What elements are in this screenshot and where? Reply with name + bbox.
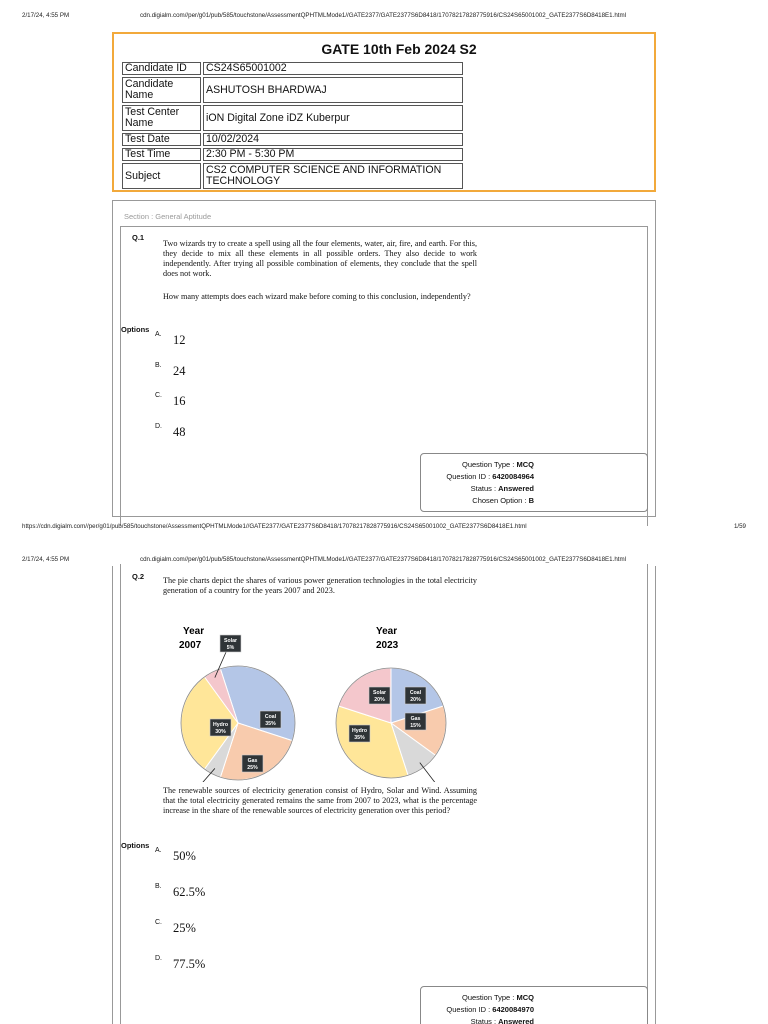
- option-letter: D.: [155, 955, 162, 962]
- question-prompt: How many attempts does each wizard make before coming to this conclusion, independently?: [163, 292, 471, 301]
- question-prompt: The renewable sources of electricity generation consist of Hydro, Solar and Wind. Assuming that the total electricity generated remains the same from 2007 to 2023, what is the percentage increase in the share of the renewable sources of electricity generation over this period?: [163, 786, 477, 815]
- option-letter: D.: [155, 423, 162, 430]
- question-info-box: [420, 453, 648, 512]
- chart-title-year: 2007: [179, 640, 202, 651]
- option-value: 48: [173, 425, 186, 439]
- option-a: [155, 847, 196, 865]
- table-row: [122, 105, 463, 131]
- pie-charts: [161, 612, 451, 782]
- question-status: Status : Answered: [470, 484, 534, 493]
- option-b: [155, 883, 205, 901]
- option-c: [155, 919, 196, 937]
- table-row: [122, 148, 463, 161]
- option-letter: A.: [155, 331, 162, 338]
- pie-chart-2007: [179, 626, 295, 782]
- option-value: 12: [173, 333, 186, 347]
- slice-label-value: 15%: [410, 723, 421, 729]
- row-value: 2:30 PM - 5:30 PM: [203, 148, 463, 161]
- print-header-url: cdn.digialm.com//per/g01/pub/585/touchstone/AssessmentQPHTMLMode1//GATE2377/GATE2377S6D8418/17078217828775916/CS24S65001002_GATE2377S6D8418E1.html: [140, 12, 627, 19]
- question-panel: [120, 226, 648, 526]
- question-number: Q.1: [132, 233, 145, 242]
- question-type: Question Type : MCQ: [462, 993, 534, 1002]
- option-letter: C.: [155, 392, 162, 399]
- question-text: The pie charts depict the shares of various power generation technologies in the total electricity generation of a country for the years 2007 and 2023.: [163, 576, 477, 595]
- slice-label-value: 35%: [265, 721, 276, 727]
- print-header-url: cdn.digialm.com//per/g01/pub/585/touchstone/AssessmentQPHTMLMode1//GATE2377/GATE2377S6D8418/17078217828775916/CS24S65001002_GATE2377S6D8418E1.html: [140, 556, 627, 563]
- question-type: Question Type : MCQ: [462, 460, 534, 469]
- row-value: ASHUTOSH BHARDWAJ: [203, 77, 463, 103]
- question-card-2: [112, 566, 656, 1024]
- option-value: 62.5%: [173, 885, 206, 899]
- question-card-1: [112, 200, 656, 517]
- chart-title: Year: [376, 626, 398, 637]
- question-status: Status : Answered: [470, 1017, 534, 1024]
- row-label: Candidate ID: [122, 62, 201, 75]
- option-letter: A.: [155, 847, 162, 854]
- row-label: Subject: [122, 163, 201, 189]
- exam-summary-box: [112, 32, 656, 192]
- slice-label-value: 20%: [374, 697, 385, 703]
- row-label: Candidate Name: [122, 77, 201, 103]
- option-value: 24: [173, 364, 186, 378]
- question-id: Question ID : 6420084964: [446, 472, 534, 481]
- option-value: 16: [173, 394, 186, 408]
- option-letter: B.: [155, 362, 162, 369]
- option-letter: C.: [155, 919, 162, 926]
- slice-label-name: Hydro: [213, 722, 228, 728]
- row-label: Test Date: [122, 133, 201, 146]
- slice-label-name: Solar: [224, 638, 237, 644]
- option-d: [155, 955, 205, 973]
- question-number: Q.2: [132, 572, 145, 581]
- chart-title-year: 2023: [376, 640, 399, 651]
- table-row: [122, 133, 463, 146]
- option-letter: B.: [155, 883, 162, 890]
- table-row: [122, 163, 463, 189]
- slice-label-value: 30%: [215, 729, 226, 735]
- slice-label-name: Solar: [373, 690, 386, 696]
- slice-label-name: Gas: [410, 716, 421, 722]
- slice-label-value: 35%: [354, 735, 365, 741]
- table-row: [122, 62, 463, 75]
- exam-title: GATE 10th Feb 2024 S2: [321, 41, 477, 57]
- table-row: [122, 77, 463, 103]
- print-footer-url: https://cdn.digialm.com//per/g01/pub/585/touchstone/AssessmentQPHTMLMode1//GATE2377/GATE2377S6D8418/17078217828775916/CS24S65001002_GATE2377S6D8418E1.html: [22, 523, 527, 530]
- print-timestamp: 2/17/24, 4:55 PM: [22, 556, 70, 563]
- slice-label-name: Gas: [247, 758, 258, 764]
- slice-label-value: 25%: [247, 765, 258, 771]
- option-d: [155, 423, 186, 441]
- question-panel: [120, 564, 648, 1024]
- print-timestamp: 2/17/24, 4:55 PM: [22, 12, 70, 19]
- option-value: 25%: [173, 921, 196, 935]
- slice-label-value: 5%: [226, 645, 235, 651]
- slice-label-name: Coal: [264, 714, 277, 720]
- option-b: [155, 362, 186, 380]
- pie-chart-2023: [336, 626, 451, 782]
- candidate-table: [120, 60, 465, 191]
- chosen-option: Chosen Option : B: [472, 496, 534, 505]
- options-label: Options: [121, 841, 150, 850]
- row-value: CS2 COMPUTER SCIENCE AND INFORMATION TECHNOLOGY: [203, 163, 463, 189]
- slice-label-name: Hydro: [352, 728, 367, 734]
- option-c: [155, 392, 186, 410]
- page-number: 1/59: [733, 523, 746, 530]
- question-info-box: [420, 986, 648, 1024]
- row-value: 10/02/2024: [203, 133, 463, 146]
- row-value: iON Digital Zone iDZ Kuberpur: [203, 105, 463, 131]
- row-label: Test Center Name: [122, 105, 201, 131]
- question-id: Question ID : 6420084970: [446, 1005, 534, 1014]
- option-a: [155, 331, 186, 349]
- question-text: Two wizards try to create a spell using all the four elements, water, air, fire, and earth. For this, they decide to mix all these elements in all possible orders. They also decide to work independently. After trying all possible combination of elements, they conclude that the spell does not work.: [163, 239, 477, 278]
- option-value: 77.5%: [173, 957, 206, 971]
- print-footer: [22, 523, 746, 530]
- section-label: Section : General Aptitude: [124, 212, 212, 221]
- row-value: CS24S65001002: [203, 62, 463, 75]
- option-value: 50%: [173, 849, 196, 863]
- options-label: Options: [121, 325, 150, 334]
- chart-title: Year: [183, 626, 205, 637]
- slice-label-name: Coal: [409, 690, 422, 696]
- row-label: Test Time: [122, 148, 201, 161]
- slice-label-value: 20%: [410, 697, 421, 703]
